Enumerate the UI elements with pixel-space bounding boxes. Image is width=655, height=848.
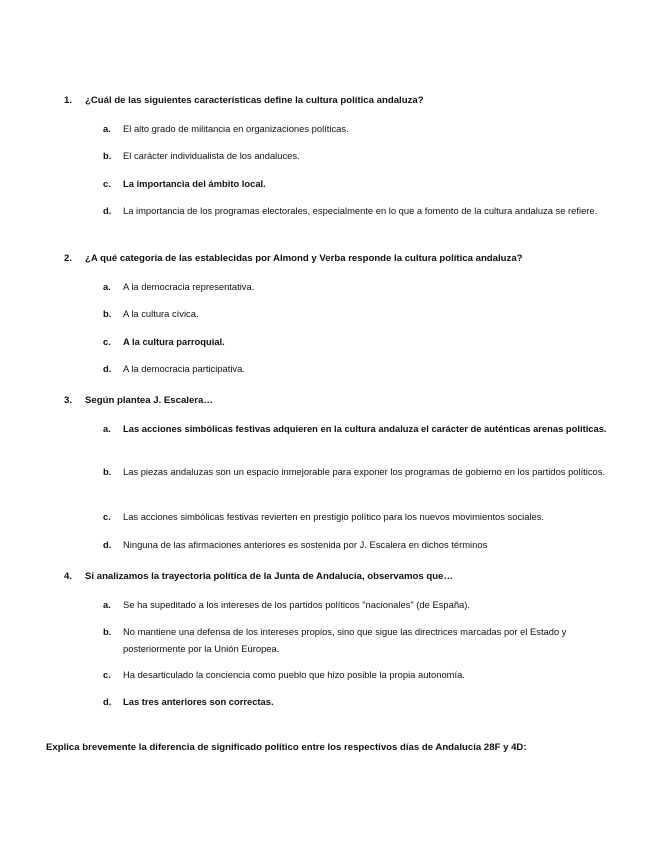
question-number: 3. <box>64 395 73 406</box>
option-letter: d. <box>103 205 112 216</box>
option-text: La importancia de los programas electorales, especialmente en lo que a fomento de la cultura andaluza se refiere. <box>123 205 598 216</box>
option-text: El alto grado de militancia en organizaciones políticas. <box>123 123 349 134</box>
option-text: Ninguna de las afirmaciones anteriores es sostenida por J. Escalera en dichos términos <box>123 539 488 550</box>
option-letter: b. <box>103 150 112 161</box>
question-number: 2. <box>64 253 73 264</box>
option-letter: a. <box>103 599 111 610</box>
question-text: ¿A qué categoría de las establecidas por Almond y Verba responde la cultura política andaluza? <box>85 253 523 264</box>
option-text: No mantiene una defensa de los intereses propios, sino que sigue las directrices marcadas por el Estado y posteriormente por la Unión Europea. <box>123 626 567 654</box>
option-letter: b. <box>103 466 112 477</box>
option-letter: c. <box>103 178 111 189</box>
option-letter: a. <box>103 123 111 134</box>
option-letter: d. <box>103 363 112 374</box>
option-text: Las acciones simbólicas festivas revierten en prestigio político para los nuevos movimientos sociales. <box>123 511 545 522</box>
question-number: 4. <box>64 571 73 582</box>
option-letter: b. <box>103 626 112 637</box>
option-letter: a. <box>103 281 111 292</box>
option-text: Las tres anteriores son correctas. <box>123 696 274 707</box>
question-text: Si analizamos la trayectoria política de la Junta de Andalucía, observamos que… <box>85 571 454 582</box>
option-letter: c. <box>103 511 111 522</box>
option-text: El carácter individualista de los andaluces. <box>123 150 300 161</box>
option-text: Las piezas andaluzas son un espacio inmejorable para exponer los programas de gobierno en los partidos políticos. <box>123 466 606 477</box>
option-text: Ha desarticulado la conciencia como pueblo que hizo posible la propia autonomía. <box>123 669 465 680</box>
question-text: Según plantea J. Escalera… <box>85 395 213 406</box>
option-letter: d. <box>103 539 112 550</box>
option-text: Se ha supeditado a los intereses de los partidos políticos "nacionales" (de España). <box>123 599 470 610</box>
option-text: A la cultura cívica. <box>123 308 199 319</box>
open-question-prompt: Explica brevemente la diferencia de significado político entre los respectivos días de Andalucía 28F y 4D: <box>46 742 527 753</box>
option-text: Las acciones simbólicas festivas adquieren en la cultura andaluza el carácter de auténticas arenas políticas. <box>123 423 607 434</box>
option-letter: a. <box>103 423 111 434</box>
option-letter: c. <box>103 669 111 680</box>
option-text: A la cultura parroquial. <box>123 336 225 347</box>
option-letter: c. <box>103 336 111 347</box>
question-text: ¿Cuál de las siguientes características define la cultura política andaluza? <box>85 95 424 106</box>
option-letter: b. <box>103 308 112 319</box>
option-text: A la democracia participativa. <box>123 363 245 374</box>
option-text: La importancia del ámbito local. <box>123 178 266 189</box>
question-number: 1. <box>64 95 73 106</box>
option-text: A la democracia representativa. <box>123 281 255 292</box>
option-letter: d. <box>103 696 112 707</box>
